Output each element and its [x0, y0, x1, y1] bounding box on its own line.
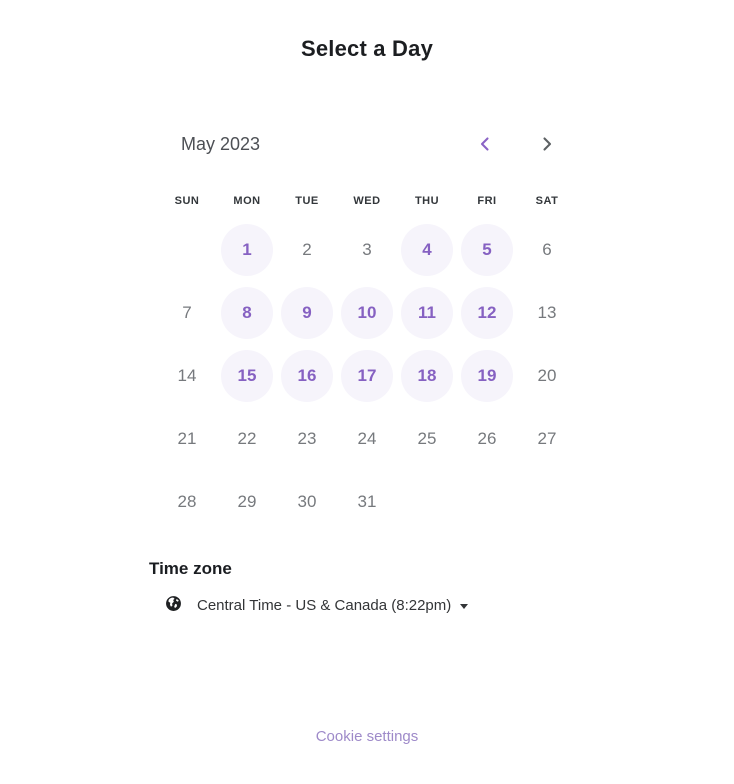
calendar-cell [337, 344, 397, 407]
calendar-grid [157, 184, 577, 533]
day-8-available[interactable]: 8 [221, 287, 273, 339]
day-5-available[interactable]: 5 [461, 224, 513, 276]
timezone-selected-value: Central Time - US & Canada (8:22pm) [197, 596, 452, 614]
calendar-cell [277, 344, 337, 407]
day-2-unavailable: 2 [281, 224, 333, 276]
day-4-available[interactable]: 4 [401, 224, 453, 276]
calendar-cell [457, 470, 517, 533]
calendar-cell [457, 218, 517, 281]
calendar-cell [457, 407, 517, 470]
day-6-unavailable: 6 [521, 224, 573, 276]
day-12-available[interactable]: 12 [461, 287, 513, 339]
calendar-cell [277, 281, 337, 344]
calendar-cell [277, 407, 337, 470]
day-18-available[interactable]: 18 [401, 350, 453, 402]
day-28-unavailable: 28 [161, 476, 213, 528]
timezone-title: Time zone [149, 559, 232, 578]
chevron-left-icon [477, 136, 493, 152]
month-nav [157, 128, 577, 160]
cookie-settings [0, 728, 734, 746]
next-month-button[interactable] [527, 128, 567, 160]
day-7-unavailable: 7 [161, 287, 213, 339]
day-11-available[interactable]: 11 [401, 287, 453, 339]
calendar-cell [397, 218, 457, 281]
prev-month-button[interactable] [465, 128, 505, 160]
calendar-cell [397, 407, 457, 470]
weekday-header-mon: MON [233, 195, 261, 207]
day-14-unavailable: 14 [161, 350, 213, 402]
day-13-unavailable: 13 [521, 287, 573, 339]
day-21-unavailable: 21 [161, 413, 213, 465]
page-title: Select a Day [300, 36, 434, 61]
calendar-cell [337, 470, 397, 533]
calendar-cell [337, 281, 397, 344]
calendar-cell [397, 281, 457, 344]
day-30-unavailable: 30 [281, 476, 333, 528]
calendar-cell [157, 470, 217, 533]
calendar-cell [337, 407, 397, 470]
calendar-cell [277, 218, 337, 281]
day-23-unavailable: 23 [281, 413, 333, 465]
calendar-cell [277, 470, 337, 533]
calendar-cell [157, 281, 217, 344]
calendar-cell [517, 281, 577, 344]
calendar-cell [217, 407, 277, 470]
day-15-available[interactable]: 15 [221, 350, 273, 402]
weekday-header-thu: THU [414, 195, 440, 207]
day-3-unavailable: 3 [341, 224, 393, 276]
weekday-header-tue: TUE [295, 195, 319, 207]
day-9-available[interactable]: 9 [281, 287, 333, 339]
weekday-header-sun: SUN [174, 195, 200, 207]
day-26-unavailable: 26 [461, 413, 513, 465]
day-31-unavailable: 31 [341, 476, 393, 528]
calendar-cell [397, 470, 457, 533]
day-16-available[interactable]: 16 [281, 350, 333, 402]
calendar-cell [517, 218, 577, 281]
calendar-cell [217, 218, 277, 281]
calendar-cell [517, 344, 577, 407]
calendar-cell [217, 470, 277, 533]
day-1-available[interactable]: 1 [221, 224, 273, 276]
weekday-header-sat: SAT [535, 195, 559, 207]
calendar-cell [517, 470, 577, 533]
calendar-cell [217, 344, 277, 407]
calendar-cell [457, 281, 517, 344]
calendar-cell [157, 218, 217, 281]
calendar-cell [457, 344, 517, 407]
calendar-cell [217, 281, 277, 344]
calendar-cell [517, 407, 577, 470]
day-24-unavailable: 24 [341, 413, 393, 465]
day-29-unavailable: 29 [221, 476, 273, 528]
cookie-settings-link[interactable]: Cookie settings [315, 728, 419, 745]
chevron-right-icon [539, 136, 555, 152]
day-27-unavailable: 27 [521, 413, 573, 465]
month-label: May 2023 [181, 133, 261, 154]
globe-icon [165, 595, 182, 615]
timezone-section [147, 559, 587, 617]
calendar-cell [337, 218, 397, 281]
day-20-unavailable: 20 [521, 350, 573, 402]
caret-down-icon [460, 604, 468, 609]
day-17-available[interactable]: 17 [341, 350, 393, 402]
calendar-cell [157, 407, 217, 470]
weekday-header-wed: WED [353, 195, 381, 207]
calendar [157, 128, 577, 533]
timezone-dropdown[interactable] [165, 595, 468, 615]
day-22-unavailable: 22 [221, 413, 273, 465]
weekday-header-fri: FRI [477, 195, 497, 207]
day-19-available[interactable]: 19 [461, 350, 513, 402]
day-10-available[interactable]: 10 [341, 287, 393, 339]
day-25-unavailable: 25 [401, 413, 453, 465]
calendar-cell [157, 344, 217, 407]
calendar-cell [397, 344, 457, 407]
